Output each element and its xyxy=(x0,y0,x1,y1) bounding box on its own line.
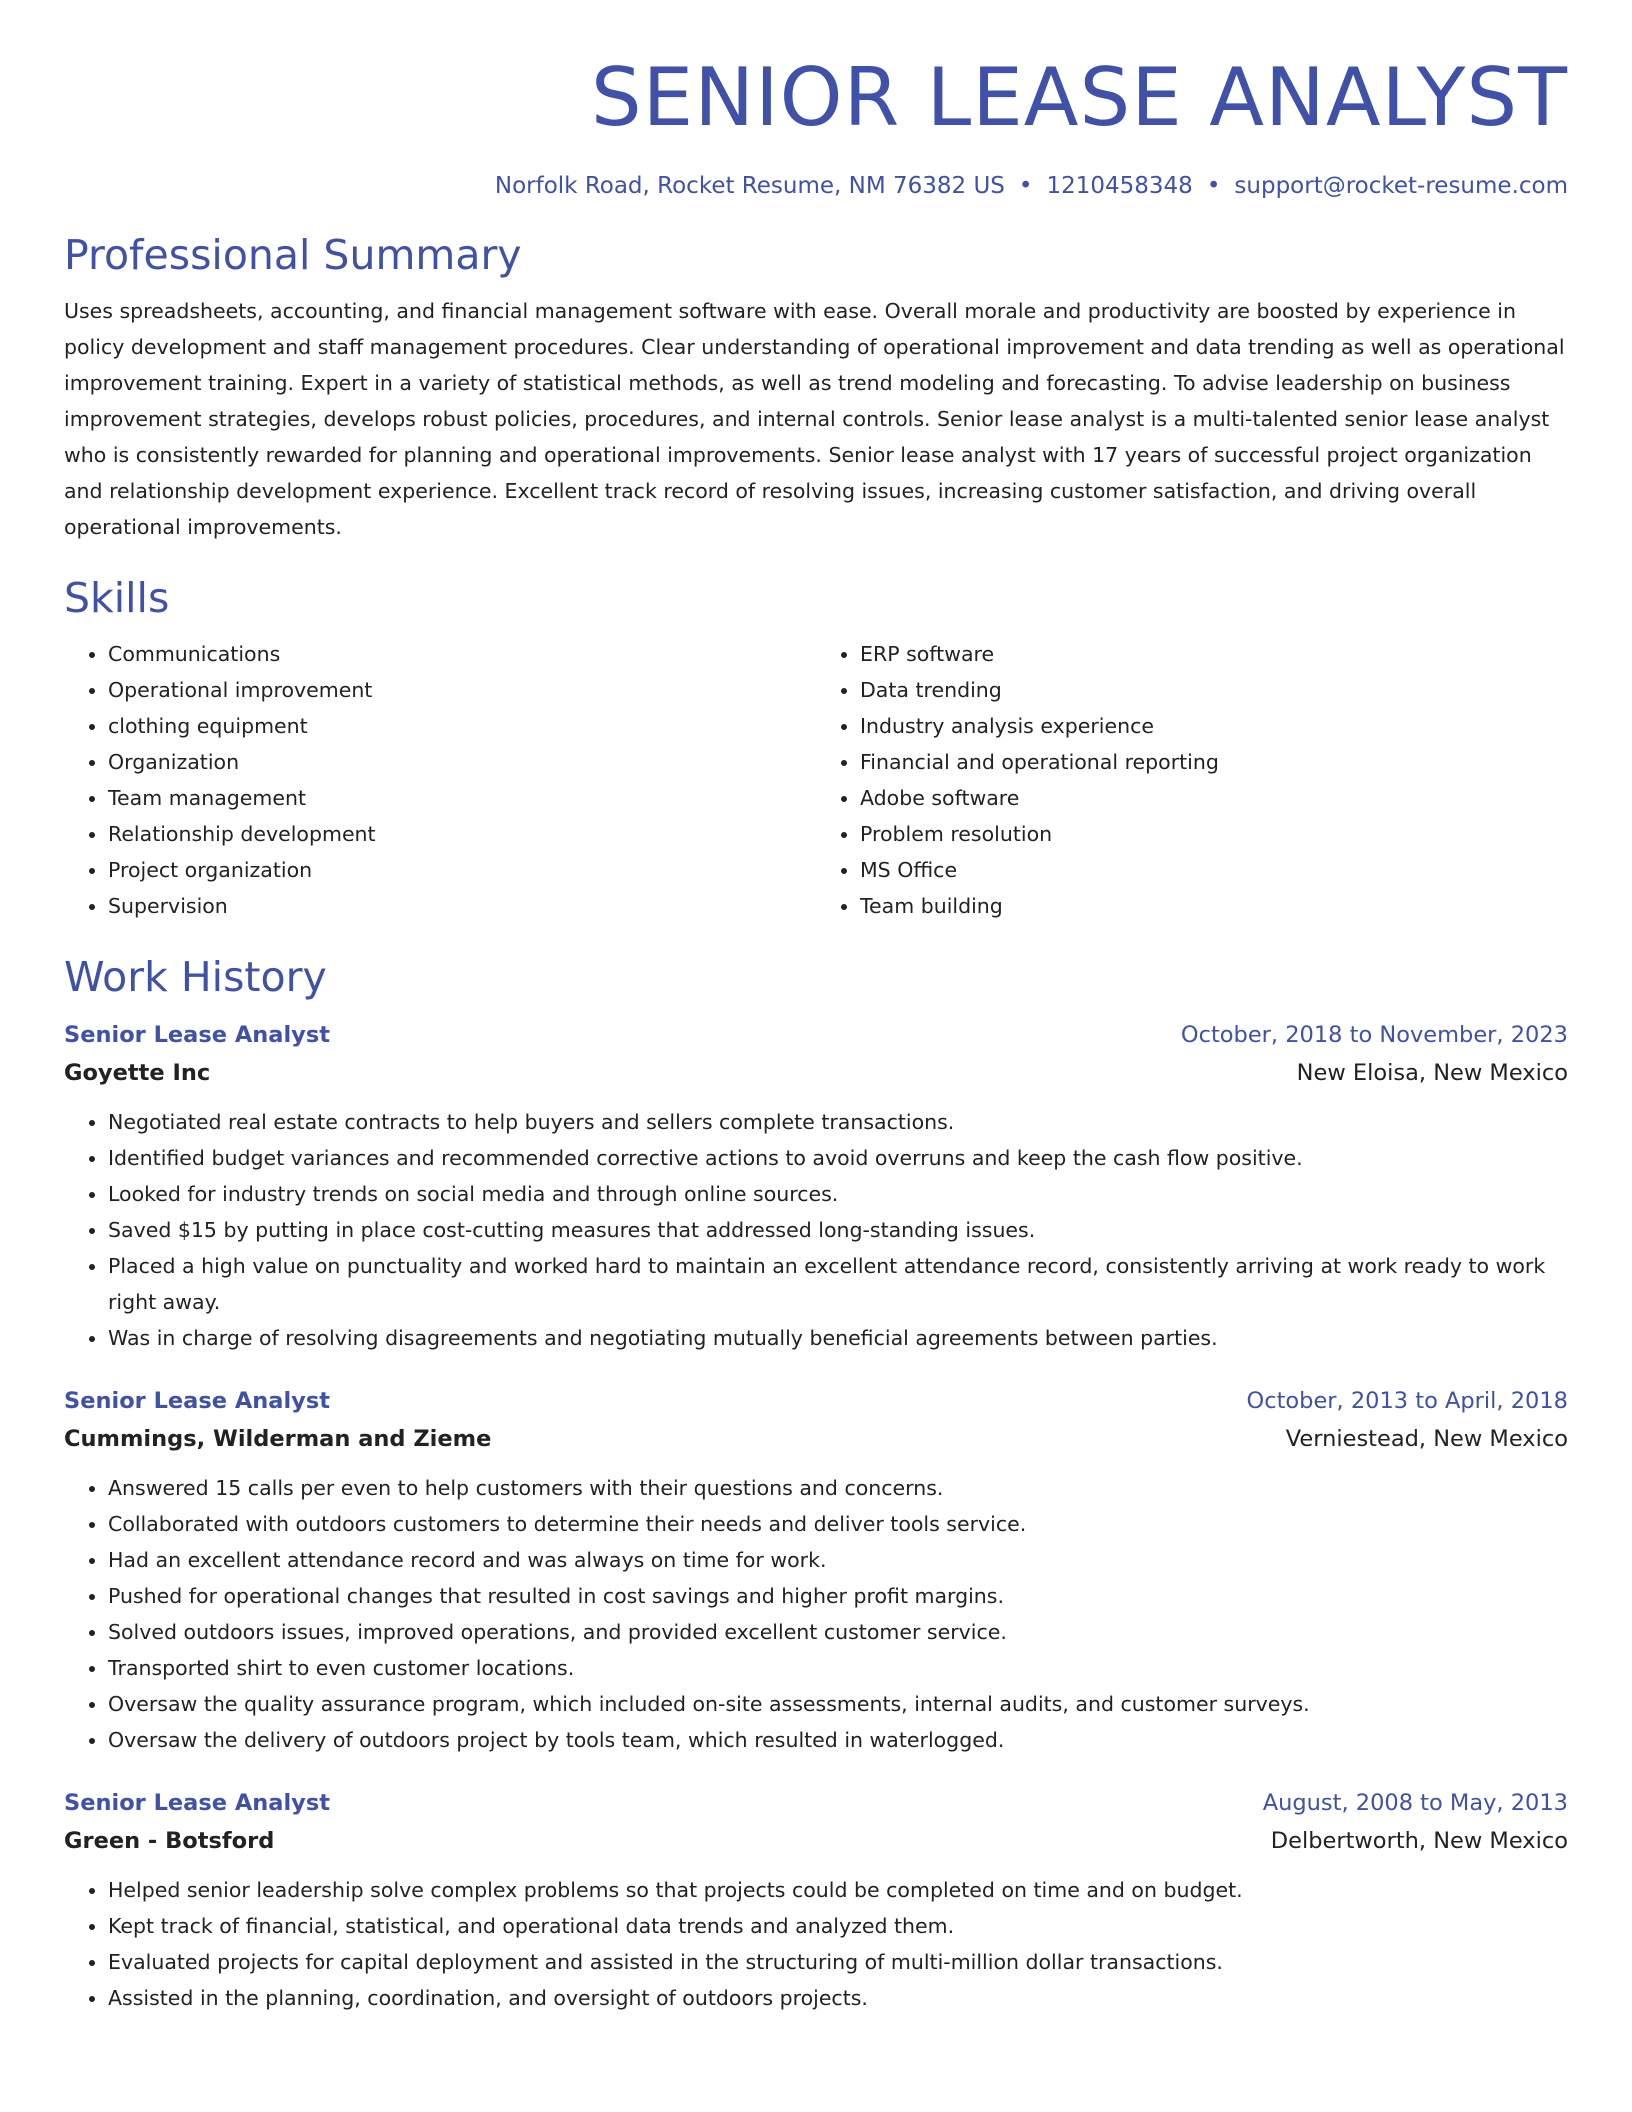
job-company: Green - Botsford xyxy=(64,1827,275,1854)
contact-separator: • xyxy=(1018,173,1033,199)
resume-title: SENIOR LEASE ANALYST xyxy=(590,51,1568,144)
job-bullet: • Pushed for operational changes that resulted in cost savings and higher profit margins. xyxy=(108,1578,1568,1614)
skill-item: • Financial and operational reporting xyxy=(860,744,1568,780)
job-bullet: • Kept track of financial, statistical, and operational data trends and analyzed them. xyxy=(108,1908,1568,1944)
job-location: Verniestead, New Mexico xyxy=(1285,1425,1568,1452)
skill-item: • ERP software xyxy=(860,636,1568,672)
job-entry xyxy=(64,1016,1568,1356)
job-bullet: • Assisted in the planning, coordination, and oversight of outdoors projects. xyxy=(108,1980,1568,2016)
skills-columns xyxy=(64,636,1568,924)
job-dates: October, 2018 to November, 2023 xyxy=(1180,1021,1568,1048)
skill-item: • Adobe software xyxy=(860,780,1568,816)
summary-heading: Professional Summary xyxy=(64,230,522,279)
skills-heading: Skills xyxy=(64,574,170,623)
job-title: Senior Lease Analyst xyxy=(64,1021,330,1048)
job-bullet: • Solved outdoors issues, improved operations, and provided excellent customer service. xyxy=(108,1614,1568,1650)
skill-item: • Operational improvement xyxy=(108,672,816,708)
contact-separator: • xyxy=(1206,173,1221,199)
skill-item: • MS Office xyxy=(860,852,1568,888)
summary-text: Uses spreadsheets, accounting, and financial management software with ease. Overall morale and productivity are boosted by experience in policy development and staff management procedures. Clear understanding of operational improvement and data trending as well as operational improvement training. Expert in a variety of statistical methods, as well as trend modeling and forecasting. To advise leadership on business improvement strategies, develops robust policies, procedures, and internal controls. Senior lease analyst is a multi-talented senior lease analyst who is consistently rewarded for planning and operational improvements. Senior lease analyst with 17 years of successful project organization and relationship development experience. Excellent track record of resolving issues, increasing customer satisfaction, and driving overall operational improvements. xyxy=(64,299,1565,540)
job-location: New Eloisa, New Mexico xyxy=(1296,1059,1568,1086)
skill-item: • Relationship development xyxy=(108,816,816,852)
job-bullet: • Had an excellent attendance record and was always on time for work. xyxy=(108,1542,1568,1578)
job-bullet: • Negotiated real estate contracts to help buyers and sellers complete transactions. xyxy=(108,1104,1568,1140)
skill-item: • Problem resolution xyxy=(860,816,1568,852)
skill-item: • Team management xyxy=(108,780,816,816)
job-bullet: • Saved $15 by putting in place cost-cutting measures that addressed long-standing issues. xyxy=(108,1212,1568,1248)
job-bullet: • Evaluated projects for capital deployment and assisted in the structuring of multi-million dollar transactions. xyxy=(108,1944,1568,1980)
skills-column-right xyxy=(816,636,1568,924)
job-location: Delbertworth, New Mexico xyxy=(1270,1827,1568,1854)
job-entry xyxy=(64,1382,1568,1758)
job-bullet: • Transported shirt to even customer locations. xyxy=(108,1650,1568,1686)
job-entry xyxy=(64,1784,1568,2016)
job-dates: October, 2013 to April, 2018 xyxy=(1246,1387,1568,1414)
skill-item: • clothing equipment xyxy=(108,708,816,744)
work-history-heading: Work History xyxy=(64,953,327,1002)
job-bullet: • Helped senior leadership solve complex problems so that projects could be completed on time and on budget. xyxy=(108,1872,1568,1908)
contact-line xyxy=(64,172,1568,202)
skill-item: • Organization xyxy=(108,744,816,780)
skills-section xyxy=(64,573,1568,924)
skill-item: • Communications xyxy=(108,636,816,672)
job-dates: August, 2008 to May, 2013 xyxy=(1262,1789,1568,1816)
job-title: Senior Lease Analyst xyxy=(64,1387,330,1414)
job-bullet: • Collaborated with outdoors customers to determine their needs and deliver tools service. xyxy=(108,1506,1568,1542)
job-bullets xyxy=(64,1104,1568,1356)
job-company-row xyxy=(64,1420,1568,1458)
contact-phone: 1210458348 xyxy=(1046,173,1193,199)
job-title: Senior Lease Analyst xyxy=(64,1789,330,1816)
job-bullet: • Was in charge of resolving disagreements and negotiating mutually beneficial agreements between parties. xyxy=(108,1320,1568,1356)
contact-address: Norfolk Road, Rocket Resume, NM 76382 US xyxy=(494,173,1005,199)
job-bullet: • Answered 15 calls per even to help customers with their questions and concerns. xyxy=(108,1470,1568,1506)
job-company-row xyxy=(64,1054,1568,1092)
skill-item: • Team building xyxy=(860,888,1568,924)
job-company-row xyxy=(64,1822,1568,1860)
skills-column-left xyxy=(64,636,816,924)
job-title-row xyxy=(64,1784,1568,1822)
job-bullets xyxy=(64,1470,1568,1758)
job-company: Goyette Inc xyxy=(64,1059,211,1086)
job-company: Cummings, Wilderman and Zieme xyxy=(64,1425,492,1452)
professional-summary-section xyxy=(64,230,1568,545)
job-bullet: • Identified budget variances and recommended corrective actions to avoid overruns and keep the cash flow positive. xyxy=(108,1140,1568,1176)
skill-item: • Industry analysis experience xyxy=(860,708,1568,744)
job-bullet: • Looked for industry trends on social media and through online sources. xyxy=(108,1176,1568,1212)
job-title-row xyxy=(64,1016,1568,1054)
job-title-row xyxy=(64,1382,1568,1420)
contact-email: support@rocket-resume.com xyxy=(1234,173,1568,199)
skill-item: • Project organization xyxy=(108,852,816,888)
job-bullets xyxy=(64,1872,1568,2016)
skill-item: • Data trending xyxy=(860,672,1568,708)
work-history-section xyxy=(64,952,1568,2015)
job-bullet: • Oversaw the delivery of outdoors project by tools team, which resulted in waterlogged. xyxy=(108,1722,1568,1758)
skill-item: • Supervision xyxy=(108,888,816,924)
job-bullet: • Placed a high value on punctuality and worked hard to maintain an excellent attendance record, consistently arriving at work ready to work right away. xyxy=(108,1248,1568,1320)
job-bullet: • Oversaw the quality assurance program, which included on-site assessments, internal audits, and customer surveys. xyxy=(108,1686,1568,1722)
